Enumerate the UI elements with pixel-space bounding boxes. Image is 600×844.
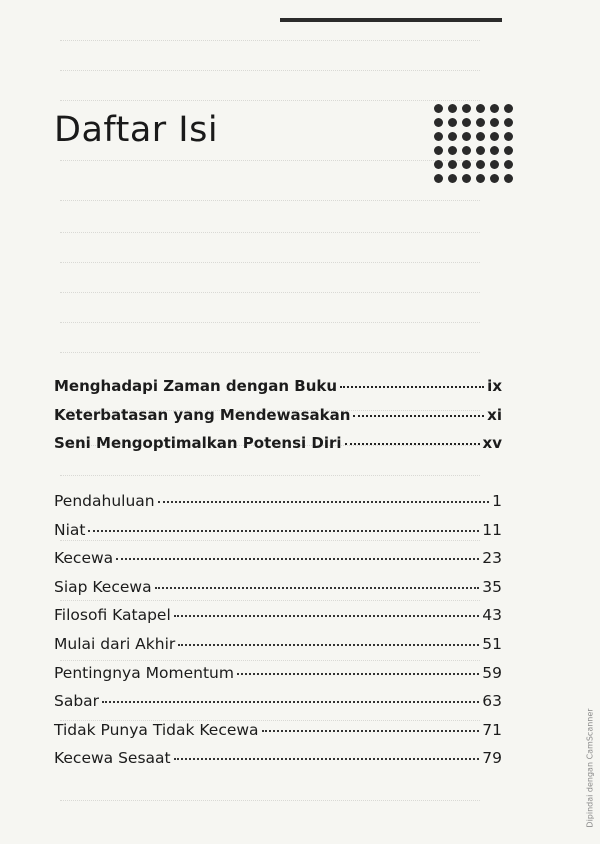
toc-entry-page: 43 xyxy=(482,606,502,625)
scanner-watermark-text: Dipindai dengan CamScanner xyxy=(585,708,595,828)
toc-entry-title: Kecewa xyxy=(54,549,114,568)
toc-entry[interactable] xyxy=(54,659,502,688)
header-rule xyxy=(280,18,502,22)
scanner-watermark xyxy=(584,700,596,836)
toc-entry-title: Pentingnya Momentum xyxy=(54,663,234,682)
toc-entry-title: Sabar xyxy=(54,692,100,711)
toc-entry[interactable] xyxy=(54,716,502,745)
toc-entry-page: 63 xyxy=(482,692,502,711)
toc-entry-page: 79 xyxy=(482,749,502,768)
dot-leader xyxy=(155,571,480,589)
dot-leader xyxy=(345,428,480,445)
toc-entry-title: Siap Kecewa xyxy=(54,577,152,596)
toc-entry[interactable] xyxy=(54,401,502,430)
toc-entry[interactable] xyxy=(54,372,502,401)
toc-entry-title: Filosofi Katapel xyxy=(54,606,171,625)
toc-entry-page: 23 xyxy=(482,549,502,568)
dot-leader xyxy=(353,400,484,417)
toc-entry[interactable] xyxy=(54,544,502,573)
toc-entry[interactable] xyxy=(54,687,502,716)
toc-entry-page: 71 xyxy=(482,720,502,739)
toc-entry-title: Keterbatasan yang Mendewasakan xyxy=(54,405,351,424)
toc-entry-title: Seni Mengoptimalkan Potensi Diri xyxy=(54,434,342,452)
dot-leader xyxy=(88,514,479,532)
toc-entry[interactable] xyxy=(54,573,502,602)
toc-entry[interactable] xyxy=(54,487,502,516)
front-matter-list xyxy=(54,372,502,458)
toc-entry[interactable] xyxy=(54,601,502,630)
dot-leader xyxy=(102,686,479,704)
dot-leader xyxy=(178,628,479,646)
toc-entry-page: xv xyxy=(482,434,502,452)
toc-entry-title: Pendahuluan xyxy=(54,492,155,510)
toc-entry-page: 11 xyxy=(482,520,502,539)
dot-leader xyxy=(340,371,484,388)
toc-entry-page: 51 xyxy=(482,634,502,653)
toc-entry-page: ix xyxy=(487,377,502,395)
toc-entry-page: 35 xyxy=(482,577,502,596)
toc-entry-title: Menghadapi Zaman dengan Buku xyxy=(54,377,338,395)
toc-entry[interactable] xyxy=(54,630,502,659)
dot-leader xyxy=(237,657,479,675)
toc-entry[interactable] xyxy=(54,516,502,545)
dot-leader xyxy=(262,714,480,732)
toc-entry-page: 59 xyxy=(482,663,502,682)
dot-leader xyxy=(174,600,479,618)
toc-entry-title: Tidak Punya Tidak Kecewa xyxy=(54,720,259,739)
toc-entry[interactable] xyxy=(54,744,502,773)
toc-entry-title: Niat xyxy=(54,520,86,539)
toc-entry-page: xi xyxy=(487,405,502,424)
dot-grid-ornament xyxy=(434,104,512,183)
toc-entry-page: 1 xyxy=(492,492,502,510)
toc-entry-title: Mulai dari Akhir xyxy=(54,634,176,653)
dot-leader xyxy=(116,543,479,561)
toc-entry-title: Kecewa Sesaat xyxy=(54,749,171,768)
page-title: Daftar Isi xyxy=(54,110,219,150)
toc-entry[interactable] xyxy=(54,429,502,458)
chapter-list xyxy=(54,487,502,773)
dot-leader xyxy=(158,486,490,504)
dot-leader xyxy=(174,743,480,761)
